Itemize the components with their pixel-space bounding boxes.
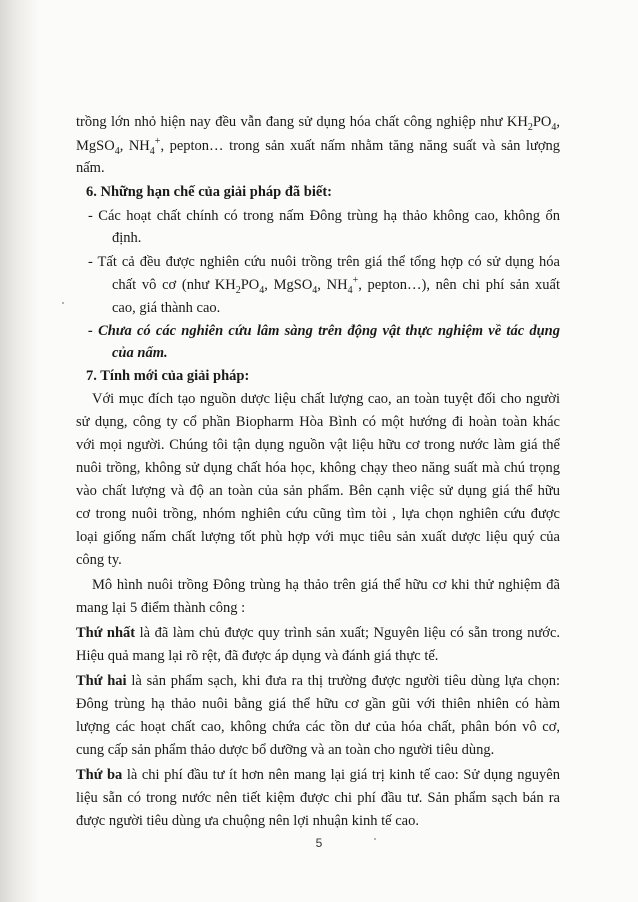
line-text: trồng lớn nhỏ hiện nay đều vẫn đang sử dụng hóa chất công nghiệp như $KH_2PO_4$, [76, 114, 560, 133]
line-text: Thứ hai là sản phẩm sạch, khi đưa ra thị trường được người tiêu dùng lựa chọn: [76, 673, 560, 689]
line-text: Mô hình nuôi trồng Đông trùng hạ thảo trên giá thể hữu cơ khi thử nghiệm đã [92, 577, 560, 593]
scan-speck [62, 302, 64, 304]
line-text: được người tiêu dùng ưa chuộng nên lợi nhuận kinh tế cao. [76, 813, 419, 829]
line-text: chất vô cơ (như $KH_2PO_4$, MgSO$_4$, $NH_4^+$, pepton…), nên chi phí sản xuất [112, 275, 560, 296]
line-text: liệu sẵn có trong nước nên tiết kiệm được chi phí đầu tư. Sản phẩm sạch bán ra [76, 790, 560, 806]
line-text: - Tất cả đều được nghiên cứu nuôi trồng trên giá thể tổng hợp có sử dụng hóa [88, 254, 560, 270]
scan-speck [374, 838, 376, 840]
line-text: MgSO$_4$, $NH_4^+$, pepton… trong sản xuất nấm nhằm tăng năng suất và sản lượng [76, 136, 560, 157]
line-text: định. [112, 230, 142, 246]
line-text: vào chất lượng và độ an toàn của sản phẩm. Bên cạnh việc sử dụng giá thể hữu [76, 483, 560, 499]
line-text: Với mục đích tạo nguồn dược liệu chất lượng cao, an toàn tuyệt đối cho người [92, 391, 560, 407]
line-text: Hiệu quả mang lại rõ rệt, đã được áp dụng và đánh giá thực tế. [76, 648, 439, 664]
heading-text: 7. Tính mới của giải pháp: [86, 368, 250, 384]
page-number: 5 [315, 836, 323, 850]
line-text: cơ trong nuôi trồng, nhóm nghiên cứu cũng tìm tòi , lựa chọn nghiên cứu được [76, 506, 560, 522]
line-text: Đông trùng hạ thảo nuôi bằng giá thể hữu cơ gần gũi với thiên nhiên có hàm [76, 696, 560, 712]
line-text: lượng các hoạt chất cao, không chứa các tồn dư của hóa chất, phân bón vô cơ, [76, 719, 560, 735]
line-text: cao, giá thành cao. [112, 300, 221, 316]
line-text: - Các hoạt chất chính có trong nấm Đông trùng hạ thảo không cao, không ổn [88, 208, 560, 224]
line-text: công ty. [76, 552, 122, 568]
line-text: cung cấp sản phẩm thảo dược bổ dưỡng và an toàn cho người tiêu dùng. [76, 742, 495, 758]
line-text: Thứ ba là chi phí đầu tư ít hơn nên mang lại giá trị kinh tế cao: Sử dụng nguyên [76, 767, 560, 783]
line-text: Thứ nhất là đã làm chủ được quy trình sản xuất; Nguyên liệu có sẵn trong nước. [76, 625, 560, 641]
line-text: sử dụng, công ty cổ phần Biopharm Hòa Bình có một hướng đi hoàn toàn khác [76, 414, 560, 430]
line-text: của nấm. [112, 345, 168, 361]
heading-text: 6. Những hạn chế của giải pháp đã biết: [86, 184, 332, 200]
line-text: với mọi người. Chúng tôi tận dụng nguồn vật liệu hữu cơ trong nước làm giá thể [76, 437, 560, 453]
line-text: mang lại 5 điểm thành công : [76, 600, 246, 616]
line-text: nuôi trồng, không sử dụng chất hóa học, không chạy theo năng suất mà chú trọng [76, 460, 560, 476]
line-text: - Chưa có các nghiên cứu lâm sàng trên động vật thực nghiệm về tác dụng [88, 323, 560, 339]
line-text: loại giống nấm chất lượng tốt phù hợp với mục tiêu sản xuất dược liệu quý của [76, 529, 560, 545]
line-text: nấm. [76, 160, 105, 176]
